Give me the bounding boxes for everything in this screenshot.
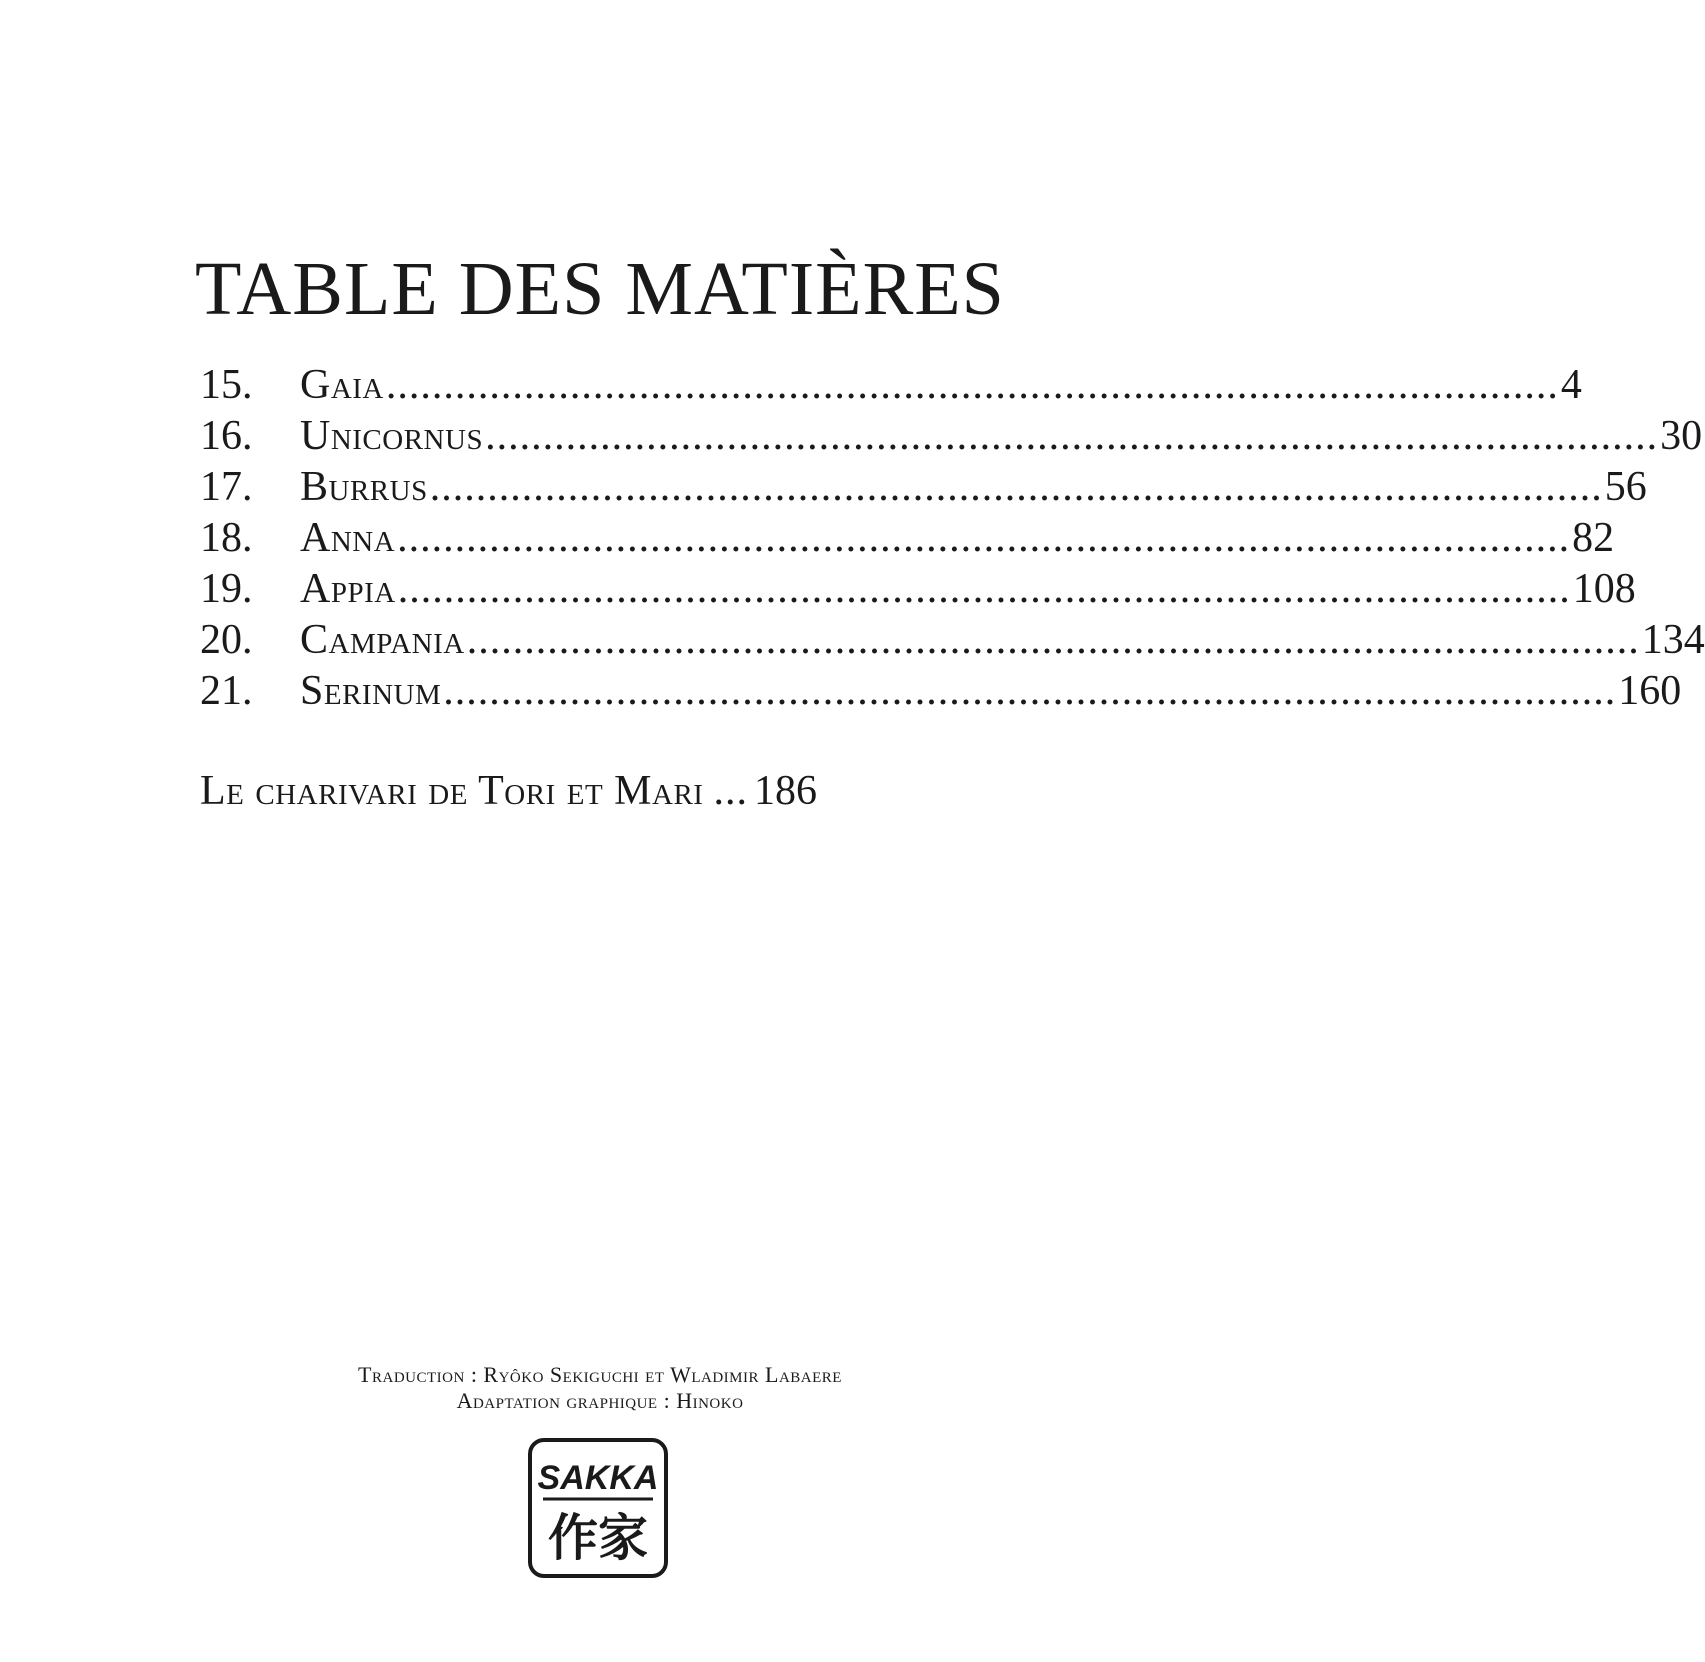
toc-entry-title: Appia — [300, 566, 396, 612]
toc-entry-number: 18. — [200, 515, 253, 561]
toc-entry-number: 17. — [200, 464, 253, 510]
toc-entry-title: Burrus — [300, 464, 428, 510]
toc-entry-number: 21. — [200, 668, 253, 714]
toc-entry — [200, 411, 1703, 462]
toc-entry-page: 82 — [1572, 515, 1615, 561]
toc-entry-page: 134 — [1641, 617, 1705, 663]
page-title: TABLE DES MATIÈRES — [195, 246, 1005, 331]
toc-entry — [200, 513, 1615, 564]
toc-leader-dots: ...................................................................................................... — [397, 566, 1571, 612]
toc-entry — [200, 666, 1682, 717]
toc-entry-number: 15. — [200, 362, 253, 408]
toc-entry-title: Anna — [300, 515, 396, 561]
toc-extra-entry — [200, 766, 993, 817]
toc-extra-title: Le charivari de Tori et Mari — [200, 768, 704, 814]
toc-entry — [200, 462, 1647, 513]
toc-extra-page: 186 — [753, 768, 817, 814]
toc-entry-page: 4 — [1560, 362, 1582, 408]
sakka-logo — [527, 1437, 669, 1579]
toc-entry-page: 160 — [1618, 668, 1682, 714]
toc-extra-dots: ... — [713, 768, 748, 814]
toc-leader-dots: ...................................................................................................... — [397, 515, 1571, 561]
toc-entry-title: Gaia — [300, 362, 384, 408]
translation-credit: Traduction : Ryôko Sekiguchi et Wladimir Labaere — [358, 1362, 842, 1387]
toc-entry-number: 19. — [200, 566, 253, 612]
toc-leader-dots: ...................................................................................................... — [466, 617, 1640, 663]
logo-latin-text: SAKKA — [537, 1459, 659, 1497]
toc-leader-dots: ...................................................................................................... — [429, 464, 1603, 510]
credits — [0, 1362, 1200, 1414]
toc-leader-dots: ...................................................................................................... — [485, 413, 1659, 459]
toc-entry-page: 108 — [1572, 566, 1636, 612]
toc-entry-page: 30 — [1660, 413, 1703, 459]
toc-entry-number: 16. — [200, 413, 253, 459]
toc-entry-number: 20. — [200, 617, 253, 663]
adaptation-credit: Adaptation graphique : Hinoko — [456, 1388, 744, 1413]
table-of-contents — [200, 360, 1705, 717]
logo-kanji-text: 作家 — [548, 1509, 648, 1567]
toc-entry — [200, 564, 1636, 615]
toc-entry-title: Campania — [300, 617, 465, 663]
toc-entry-title: Serinum — [300, 668, 442, 714]
toc-leader-dots: ...................................................................................................... — [385, 362, 1559, 408]
toc-entry — [200, 615, 1705, 666]
toc-entry — [200, 360, 1582, 411]
toc-entry-title: Unicornus — [300, 413, 484, 459]
toc-leader-dots: ...................................................................................................... — [443, 668, 1617, 714]
toc-entry-page: 56 — [1604, 464, 1647, 510]
